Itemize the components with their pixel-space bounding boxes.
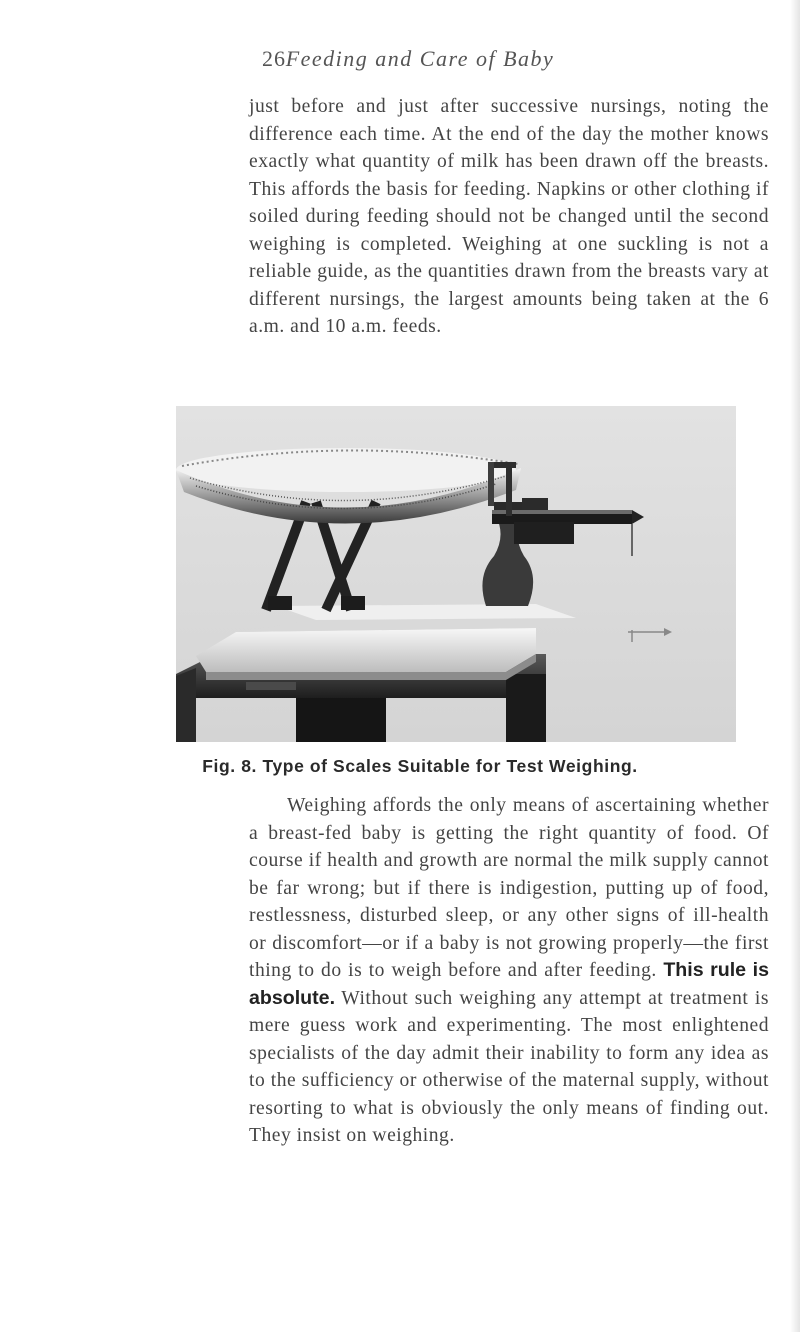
- paragraph-2-emphasis: This rule is absolute.: [249, 959, 769, 1009]
- running-title: Feeding and Care of Baby: [285, 46, 555, 71]
- running-head: [0, 46, 800, 76]
- paragraph-2-text-before: Weighing affords the only means of ascertaining whether a breast-fed baby is getting the right quantity of food. Of course if health and growth are normal the milk supply cannot be far wrong; but if there is indigestion, putting up of food, restlessness, disturbed sleep, or any other signs of ill-health or discomfort—or if a baby is not growing properly—the first thing to do is to weigh before and after feeding.: [249, 795, 769, 981]
- page-number: 26: [262, 46, 286, 71]
- paragraph-2: [249, 792, 769, 1150]
- scales-illustration: [176, 406, 736, 742]
- page-edge-shadow: [790, 0, 800, 1332]
- paragraph-1: just before and just after successive nursings, noting the difference each time. At the end of the day the mother knows exactly what quantity of milk has been drawn off the breasts. This affords the basis for feeding. Napkins or other clothing if soiled during feeding should not be changed until the second weighing is completed. Weighing at one suckling is not a reliable guide, as the quantities drawn from the breasts vary at different nursings, the largest amounts being taken at the 6 a.m. and 10 a.m. feeds.: [249, 96, 769, 337]
- paragraph-2-text-after: Without such weighing any attempt at treatment is mere guess work and experimenting. The most enlightened specialists of the day admit their inability to form any idea as to the sufficiency or otherwise of the maternal supply, without resorting to what is obviously the only means of finding out. They insist on weighing.: [249, 987, 769, 1146]
- figure-caption: Fig. 8. Type of Scales Suitable for Test Weighing.: [202, 756, 638, 776]
- figure-scales-photo: [176, 406, 736, 742]
